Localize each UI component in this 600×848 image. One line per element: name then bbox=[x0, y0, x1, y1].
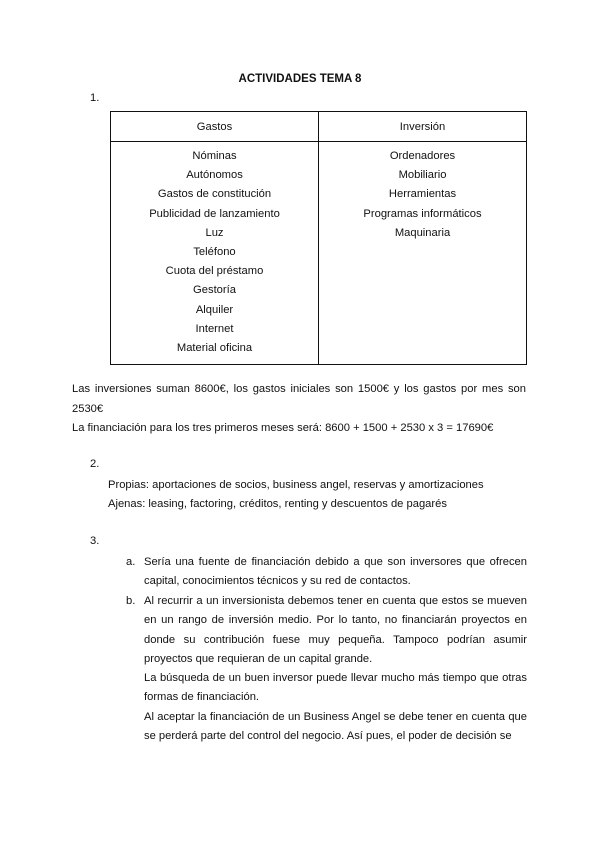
item-b-paragraph-3: Al aceptar la financiación de un Business Angel se debe tener en cuenta que se perderá parte del control del negocio. Así pues, el poder de decisión se bbox=[144, 711, 527, 743]
page-title: ACTIVIDADES TEMA 8 bbox=[238, 73, 362, 85]
financing-calculation: La financiación para los tres primeros meses será: 8600 + 1500 + 2530 x 3 = 17690€ bbox=[72, 422, 494, 434]
list-item: Nóminas bbox=[192, 150, 237, 162]
item-b-marker: b. bbox=[126, 595, 136, 607]
list-item: Cuota del préstamo bbox=[165, 265, 264, 278]
list-item: Autónomos bbox=[186, 169, 243, 182]
inversion-cell bbox=[319, 142, 527, 365]
list-item: Teléfono bbox=[193, 245, 236, 258]
list-item: Gastos de constitución bbox=[157, 188, 272, 201]
list-item: Herramientas bbox=[388, 188, 457, 201]
list-item: Gestoría bbox=[193, 284, 236, 297]
item-a-text: Sería una fuente de financiación debido a que son inversores que ofrecen capital, conocimientos técnicos y su red de contactos. bbox=[144, 556, 527, 588]
item-b-paragraph-1: Al recurrir a un inversionista debemos tener en cuenta que estos se mueven en un rango de inversión medio. Por lo tanto, no financiarán proyectos en donde su contribución fuese muy pequeña. Tampoco podrían asumir proyectos que requieran de un capital grande. bbox=[144, 595, 527, 665]
table-header-inversion: Inversión bbox=[319, 112, 527, 142]
list-item: Maquinaria bbox=[394, 226, 451, 239]
section-3-number: 3. bbox=[90, 535, 100, 547]
list-item: Internet bbox=[195, 322, 234, 335]
own-funding-sources: Propias: aportaciones de socios, business angel, reservas y amortizaciones bbox=[108, 479, 484, 491]
expenses-investment-table bbox=[110, 111, 527, 365]
list-item: Material oficina bbox=[176, 341, 253, 354]
list-item: Alquiler bbox=[195, 303, 234, 316]
external-funding-sources: Ajenas: leasing, factoring, créditos, renting y descuentos de pagarés bbox=[108, 498, 447, 510]
list-item: Programas informáticos bbox=[363, 207, 482, 220]
list-item: Ordenadores bbox=[389, 150, 456, 162]
section-2-number: 2. bbox=[90, 458, 100, 470]
section-1-number: 1. bbox=[90, 92, 100, 104]
list-item: Luz bbox=[205, 226, 224, 239]
table-header-gastos: Gastos bbox=[111, 112, 319, 142]
investment-summary: Las inversiones suman 8600€, los gastos iniciales son 1500€ y los gastos por mes son 2530€ bbox=[72, 383, 526, 415]
list-item: Publicidad de lanzamiento bbox=[149, 207, 280, 220]
item-a-marker: a. bbox=[126, 556, 136, 568]
list-item: Mobiliario bbox=[398, 169, 447, 182]
gastos-cell bbox=[111, 142, 319, 365]
item-b-paragraph-2: La búsqueda de un buen inversor puede llevar mucho más tiempo que otras formas de financiación. bbox=[144, 672, 527, 704]
